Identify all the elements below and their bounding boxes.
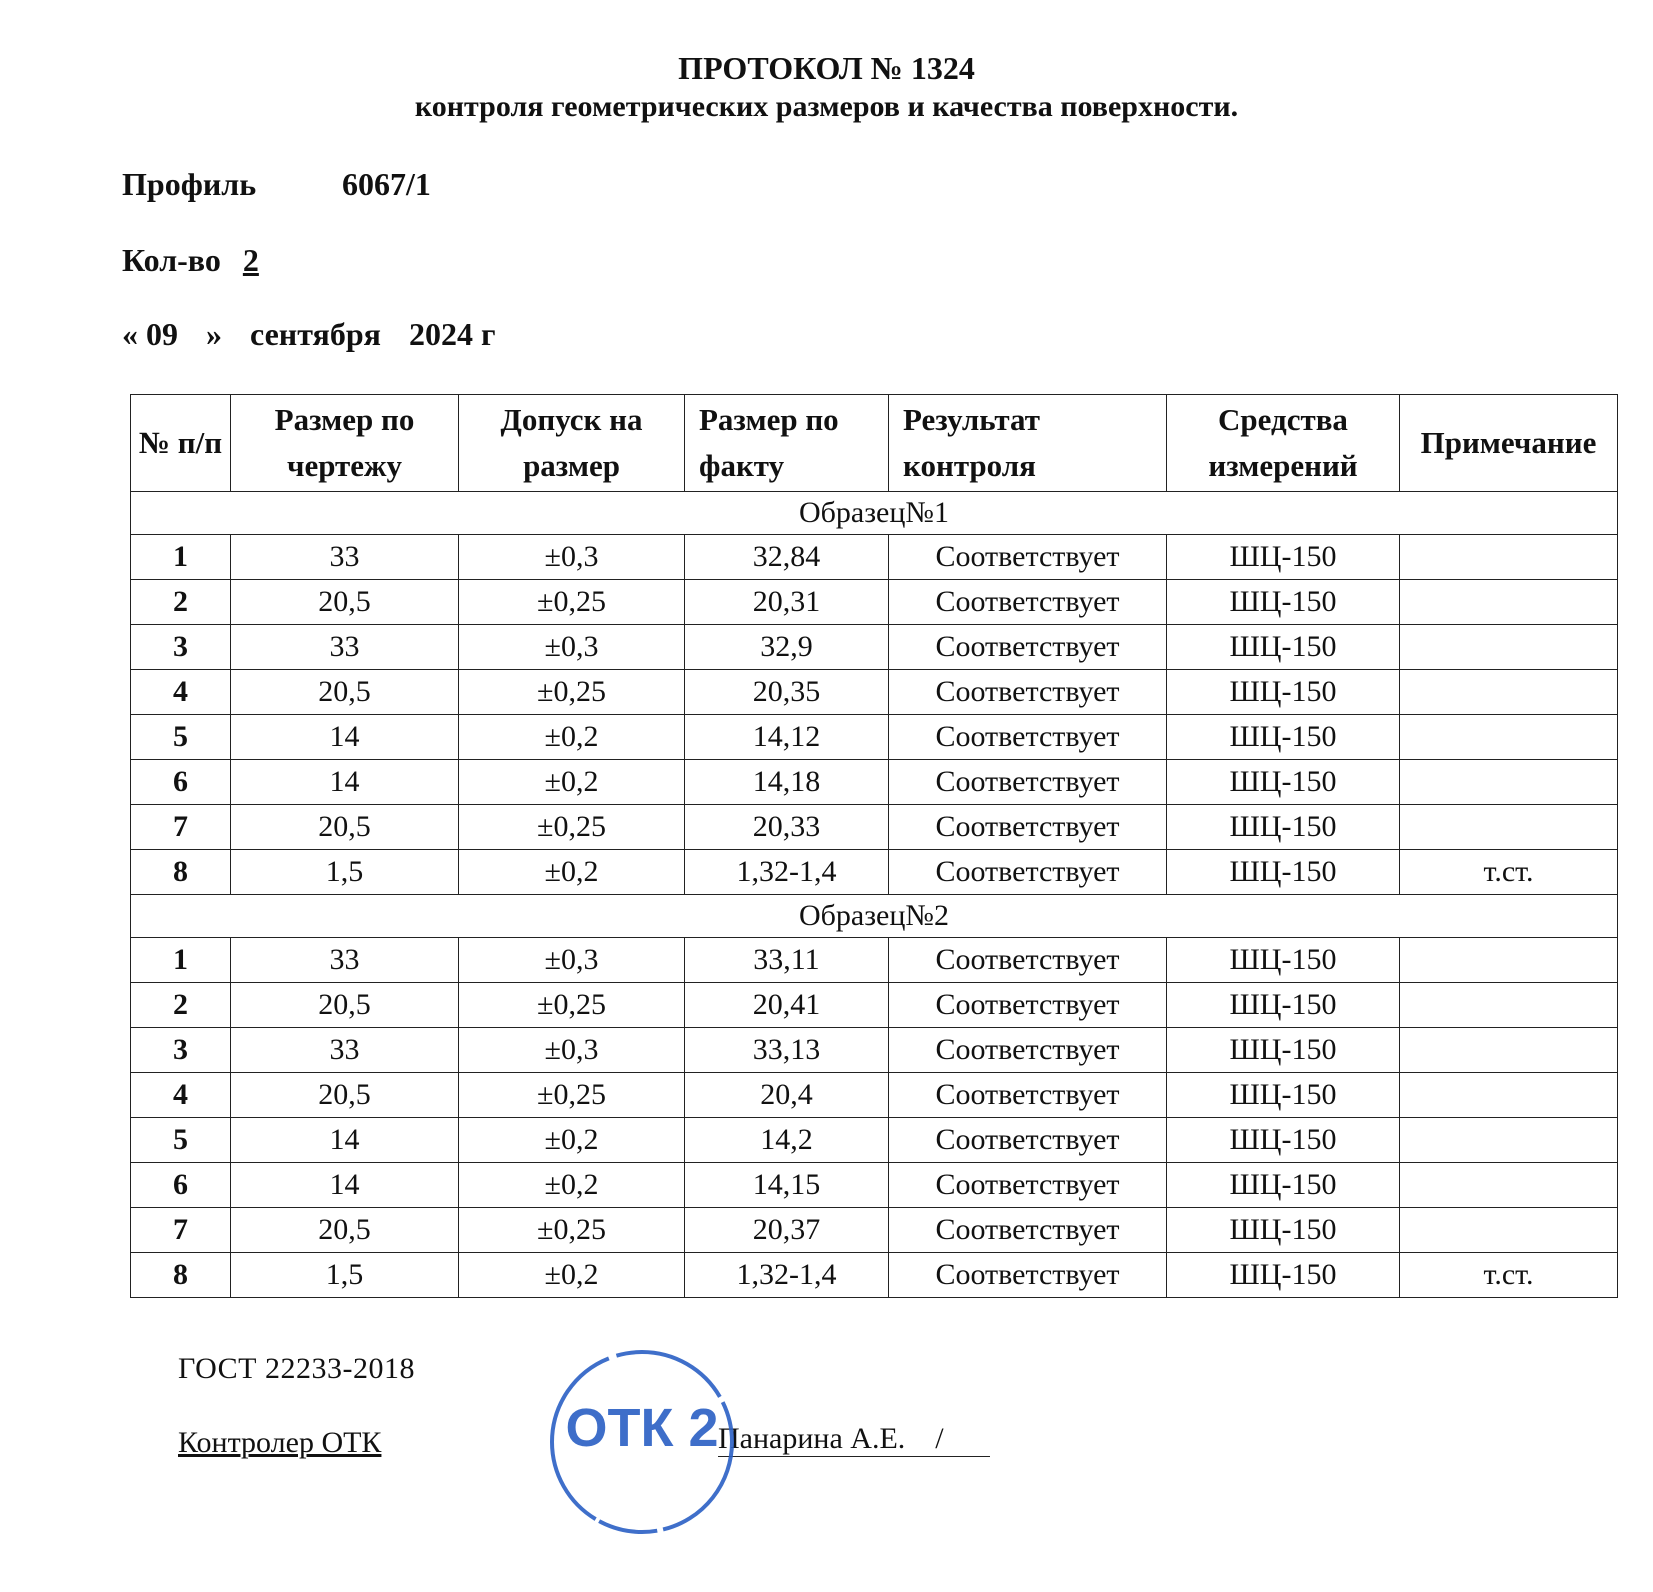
sample-group-title: Образец№1 xyxy=(131,492,1618,535)
cell-result: Соответствует xyxy=(889,1253,1167,1298)
cell-number: 5 xyxy=(131,715,231,760)
cell-tolerance: ±0,25 xyxy=(459,670,685,715)
cell-tolerance: ±0,2 xyxy=(459,760,685,805)
sample-group-row xyxy=(131,895,1618,938)
cell-actual-size: 14,12 xyxy=(685,715,889,760)
cell-result: Соответствует xyxy=(889,1028,1167,1073)
cell-result: Соответствует xyxy=(889,715,1167,760)
cell-number: 1 xyxy=(131,938,231,983)
cell-instrument: ШЦ-150 xyxy=(1167,983,1400,1028)
date-day: « 09 xyxy=(122,316,178,352)
otk-stamp xyxy=(542,1342,742,1542)
cell-actual-size: 33,13 xyxy=(685,1028,889,1073)
cell-instrument: ШЦ-150 xyxy=(1167,1118,1400,1163)
cell-tolerance: ±0,3 xyxy=(459,625,685,670)
cell-note xyxy=(1400,580,1618,625)
cell-drawing-size: 20,5 xyxy=(231,580,459,625)
cell-drawing-size: 14 xyxy=(231,715,459,760)
cell-tolerance: ±0,3 xyxy=(459,938,685,983)
cell-number: 3 xyxy=(131,1028,231,1073)
signer-name: Панарина А.Е. xyxy=(718,1422,906,1455)
cell-number: 2 xyxy=(131,580,231,625)
cell-instrument: ШЦ-150 xyxy=(1167,535,1400,580)
cell-tolerance: ±0,2 xyxy=(459,1163,685,1208)
profile-label: Профиль xyxy=(122,166,257,202)
col-header-number: № п/п xyxy=(131,395,231,492)
cell-drawing-size: 20,5 xyxy=(231,805,459,850)
cell-tolerance: ±0,3 xyxy=(459,1028,685,1073)
cell-instrument: ШЦ-150 xyxy=(1167,1073,1400,1118)
cell-number: 7 xyxy=(131,805,231,850)
cell-actual-size: 1,32-1,4 xyxy=(685,850,889,895)
cell-number: 3 xyxy=(131,625,231,670)
profile-value: 6067/1 xyxy=(342,166,431,202)
table-row xyxy=(131,983,1618,1028)
cell-note xyxy=(1400,1118,1618,1163)
cell-note xyxy=(1400,805,1618,850)
cell-actual-size: 20,37 xyxy=(685,1208,889,1253)
cell-actual-size: 20,4 xyxy=(685,1073,889,1118)
cell-actual-size: 14,15 xyxy=(685,1163,889,1208)
cell-drawing-size: 14 xyxy=(231,1118,459,1163)
cell-number: 2 xyxy=(131,983,231,1028)
cell-tolerance: ±0,2 xyxy=(459,1253,685,1298)
table-header-row xyxy=(131,395,1618,492)
cell-number: 5 xyxy=(131,1118,231,1163)
cell-note xyxy=(1400,938,1618,983)
cell-tolerance: ±0,25 xyxy=(459,1073,685,1118)
stamp-text: ОТК 2 xyxy=(565,1398,719,1458)
cell-actual-size: 32,9 xyxy=(685,625,889,670)
col-header-note: Примечание xyxy=(1400,395,1618,492)
profile-field xyxy=(122,166,431,203)
table-row xyxy=(131,1208,1618,1253)
cell-instrument: ШЦ-150 xyxy=(1167,805,1400,850)
cell-result: Соответствует xyxy=(889,1073,1167,1118)
cell-number: 8 xyxy=(131,850,231,895)
col-header-result: Результат контроля xyxy=(889,395,1167,492)
cell-drawing-size: 1,5 xyxy=(231,1253,459,1298)
quantity-field xyxy=(122,242,259,279)
cell-note: т.ст. xyxy=(1400,1253,1618,1298)
cell-number: 4 xyxy=(131,1073,231,1118)
cell-note xyxy=(1400,760,1618,805)
cell-note xyxy=(1400,535,1618,580)
cell-tolerance: ±0,25 xyxy=(459,1208,685,1253)
signature-line xyxy=(718,1422,990,1457)
cell-drawing-size: 20,5 xyxy=(231,1208,459,1253)
cell-actual-size: 20,31 xyxy=(685,580,889,625)
cell-note xyxy=(1400,1163,1618,1208)
quantity-value: 2 xyxy=(242,242,259,278)
cell-result: Соответствует xyxy=(889,805,1167,850)
cell-result: Соответствует xyxy=(889,625,1167,670)
cell-note xyxy=(1400,625,1618,670)
cell-tolerance: ±0,3 xyxy=(459,535,685,580)
cell-drawing-size: 14 xyxy=(231,1163,459,1208)
cell-actual-size: 14,18 xyxy=(685,760,889,805)
table-row xyxy=(131,580,1618,625)
cell-number: 7 xyxy=(131,1208,231,1253)
cell-tolerance: ±0,2 xyxy=(459,715,685,760)
cell-result: Соответствует xyxy=(889,1163,1167,1208)
cell-result: Соответствует xyxy=(889,535,1167,580)
cell-tolerance: ±0,25 xyxy=(459,580,685,625)
cell-instrument: ШЦ-150 xyxy=(1167,1208,1400,1253)
cell-instrument: ШЦ-150 xyxy=(1167,670,1400,715)
table-row xyxy=(131,670,1618,715)
cell-actual-size: 20,41 xyxy=(685,983,889,1028)
cell-number: 1 xyxy=(131,535,231,580)
table-row xyxy=(131,625,1618,670)
protocol-title: ПРОТОКОЛ № 1324 xyxy=(678,50,975,86)
cell-instrument: ШЦ-150 xyxy=(1167,1163,1400,1208)
cell-instrument: ШЦ-150 xyxy=(1167,760,1400,805)
cell-tolerance: ±0,25 xyxy=(459,983,685,1028)
cell-drawing-size: 33 xyxy=(231,1028,459,1073)
cell-number: 6 xyxy=(131,1163,231,1208)
cell-result: Соответствует xyxy=(889,580,1167,625)
sample-group-title: Образец№2 xyxy=(131,895,1618,938)
cell-actual-size: 20,33 xyxy=(685,805,889,850)
table-row xyxy=(131,535,1618,580)
cell-instrument: ШЦ-150 xyxy=(1167,1253,1400,1298)
controller-label: Контролер ОТК xyxy=(178,1426,382,1459)
date-quote-close: » xyxy=(206,316,222,352)
cell-result: Соответствует xyxy=(889,938,1167,983)
cell-actual-size: 14,2 xyxy=(685,1118,889,1163)
gost-standard: ГОСТ 22233-2018 xyxy=(178,1352,415,1385)
table-row xyxy=(131,1163,1618,1208)
table-body xyxy=(131,492,1618,1298)
cell-tolerance: ±0,25 xyxy=(459,805,685,850)
cell-tolerance: ±0,2 xyxy=(459,850,685,895)
quantity-label: Кол-во xyxy=(122,242,221,278)
cell-drawing-size: 33 xyxy=(231,625,459,670)
cell-result: Соответствует xyxy=(889,670,1167,715)
table-row xyxy=(131,715,1618,760)
signature-slash: / xyxy=(935,1422,944,1455)
cell-actual-size: 32,84 xyxy=(685,535,889,580)
cell-drawing-size: 20,5 xyxy=(231,670,459,715)
cell-actual-size: 1,32-1,4 xyxy=(685,1253,889,1298)
date-month: сентября xyxy=(250,316,381,352)
cell-drawing-size: 1,5 xyxy=(231,850,459,895)
table-row xyxy=(131,1118,1618,1163)
cell-drawing-size: 20,5 xyxy=(231,983,459,1028)
table-row xyxy=(131,760,1618,805)
protocol-subtitle: контроля геометрических размеров и качества поверхности. xyxy=(414,90,1239,123)
cell-actual-size: 20,35 xyxy=(685,670,889,715)
cell-drawing-size: 33 xyxy=(231,938,459,983)
measurements-table xyxy=(130,394,1618,1298)
cell-result: Соответствует xyxy=(889,983,1167,1028)
col-header-tolerance: Допуск на размер xyxy=(459,395,685,492)
cell-note xyxy=(1400,715,1618,760)
cell-result: Соответствует xyxy=(889,760,1167,805)
cell-result: Соответствует xyxy=(889,1118,1167,1163)
cell-number: 4 xyxy=(131,670,231,715)
cell-instrument: ШЦ-150 xyxy=(1167,625,1400,670)
cell-drawing-size: 20,5 xyxy=(231,1073,459,1118)
table-row xyxy=(131,1028,1618,1073)
cell-note: т.ст. xyxy=(1400,850,1618,895)
cell-note xyxy=(1400,1208,1618,1253)
cell-number: 8 xyxy=(131,1253,231,1298)
table-row xyxy=(131,938,1618,983)
cell-tolerance: ±0,2 xyxy=(459,1118,685,1163)
col-header-actual-size: Размер по факту xyxy=(685,395,889,492)
cell-number: 6 xyxy=(131,760,231,805)
cell-instrument: ШЦ-150 xyxy=(1167,850,1400,895)
col-header-instrument: Средства измерений xyxy=(1167,395,1400,492)
cell-note xyxy=(1400,1028,1618,1073)
date-field xyxy=(122,316,515,353)
cell-note xyxy=(1400,670,1618,715)
cell-note xyxy=(1400,983,1618,1028)
date-year: 2024 г xyxy=(408,316,496,352)
table-row xyxy=(131,1253,1618,1298)
cell-note xyxy=(1400,1073,1618,1118)
cell-result: Соответствует xyxy=(889,1208,1167,1253)
cell-instrument: ШЦ-150 xyxy=(1167,938,1400,983)
cell-instrument: ШЦ-150 xyxy=(1167,580,1400,625)
cell-drawing-size: 14 xyxy=(231,760,459,805)
table-row xyxy=(131,850,1618,895)
col-header-drawing-size: Размер по чертежу xyxy=(231,395,459,492)
cell-instrument: ШЦ-150 xyxy=(1167,715,1400,760)
table-row xyxy=(131,805,1618,850)
cell-actual-size: 33,11 xyxy=(685,938,889,983)
cell-instrument: ШЦ-150 xyxy=(1167,1028,1400,1073)
cell-drawing-size: 33 xyxy=(231,535,459,580)
table-row xyxy=(131,1073,1618,1118)
cell-result: Соответствует xyxy=(889,850,1167,895)
sample-group-row xyxy=(131,492,1618,535)
